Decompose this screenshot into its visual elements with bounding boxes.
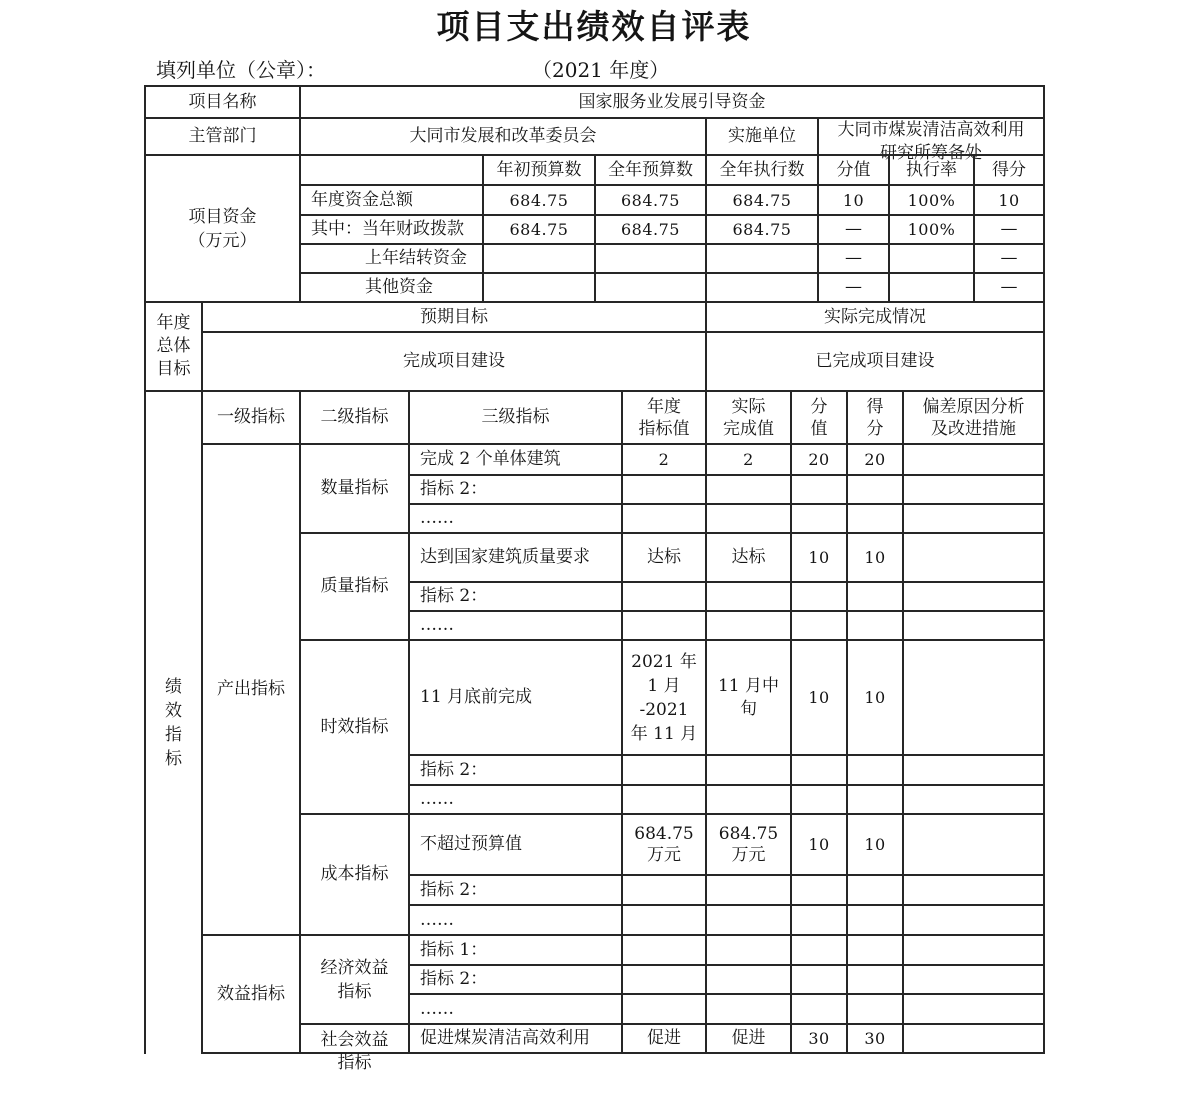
empty-cell [902,639,1045,756]
indicator-actual: 11 月中 旬 [705,639,792,756]
project-name-label: 项目名称 [144,85,301,119]
empty-cell [621,874,707,906]
empty-cell [790,503,848,534]
empty-cell [482,243,596,274]
indicators-label: 绩效指标 [165,677,182,769]
empty-cell [621,474,707,505]
empty-cell [594,272,707,303]
actual-goal: 已完成项目建设 [705,331,1045,392]
empty-cell [902,993,1045,1025]
economic-indicators-cell [299,934,410,1025]
impl-unit-value: 大同市煤炭清洁高效利用研究所筹备处 [837,120,1025,163]
funds-row-name: 其他资金 [299,272,484,303]
funds-header-initial: 年初预算数 [482,154,596,186]
indicator-name: …… [408,784,623,815]
empty-cell [621,784,707,815]
empty-cell [846,503,904,534]
header-score-cell [846,390,904,445]
empty-cell [846,964,904,995]
indicator-name: 指标 2： [408,874,623,906]
impl-unit-label: 实施单位 [705,117,819,156]
empty-cell [705,272,819,303]
indicators-label-cell [144,390,203,1054]
empty-cell [594,243,707,274]
cost-indicators-label: 成本指标 [299,813,410,936]
empty-cell [902,610,1045,641]
indicator-name: 达到国家建筑质量要求 [408,532,623,583]
header-deviation: 偏差原因分析及改进措施 [922,396,1025,439]
empty-cell [902,581,1045,612]
empty-cell [846,581,904,612]
indicator-score: 10 [846,532,904,583]
empty-cell [482,272,596,303]
header-level2: 二级指标 [299,390,410,445]
quantity-indicators-label: 数量指标 [299,443,410,534]
empty-cell [902,784,1045,815]
empty-cell [621,934,707,966]
empty-cell [621,904,707,936]
indicator-score: 10 [846,639,904,756]
empty-cell [790,934,848,966]
empty-cell [902,532,1045,583]
funds-score-value: 10 [817,184,890,216]
expected-goal: 完成项目建设 [201,331,707,392]
empty-cell [888,272,975,303]
empty-cell [846,784,904,815]
indicator-target: 2021 年 1 月 -2021 年 11 月 [621,639,707,756]
funds-initial: 684.75 [482,214,596,245]
social-indicators-cell [299,1023,410,1073]
funds-header-rate: 执行率 [888,154,975,186]
indicator-score-value: 10 [790,813,848,876]
indicator-name: 指标 2： [408,964,623,995]
empty-cell [888,243,975,274]
funds-label: 项目资金（万元） [188,206,257,251]
funds-score: — [973,214,1045,245]
empty-cell [902,904,1045,936]
actual-goal-label: 实际完成情况 [705,301,1045,333]
dept-value: 大同市发展和改革委员会 [299,117,707,156]
funds-header-executed: 全年执行数 [705,154,819,186]
indicator-score: 20 [846,443,904,476]
indicator-score-value: 20 [790,443,848,476]
empty-cell [846,993,904,1025]
empty-cell [790,904,848,936]
empty-cell [705,784,792,815]
empty-cell [846,474,904,505]
funds-annual: 684.75 [594,184,707,216]
empty-cell [299,154,484,186]
header-score-value: 分值 [810,396,828,439]
funds-label-cell [144,154,301,303]
empty-cell [621,610,707,641]
funds-rate: 100% [888,214,975,245]
indicator-name: 11 月底前完成 [408,639,623,756]
empty-cell [705,581,792,612]
indicator-name: 指标 2： [408,754,623,786]
indicator-actual: 促进 [705,1023,792,1054]
empty-cell [621,754,707,786]
empty-cell [902,934,1045,966]
empty-cell [790,610,848,641]
indicator-name: 指标 2： [408,581,623,612]
empty-cell [902,874,1045,906]
empty-cell [705,874,792,906]
empty-cell [902,964,1045,995]
indicator-target: 684.75 万元 [621,813,707,876]
empty-cell [621,581,707,612]
empty-cell [790,754,848,786]
empty-cell [621,964,707,995]
social-indicators-label: 社会效益指标 [320,1030,389,1073]
empty-cell [705,474,792,505]
form-title: 项目支出绩效自评表 [436,7,752,46]
funds-executed: 684.75 [705,214,819,245]
expected-goal-label: 预期目标 [201,301,707,333]
indicator-target: 达标 [621,532,707,583]
funds-header-annual: 全年预算数 [594,154,707,186]
header-target: 年度 指标值 [621,390,707,445]
funds-annual: 684.75 [594,214,707,245]
empty-cell [705,993,792,1025]
empty-cell [790,874,848,906]
indicator-target: 促进 [621,1023,707,1054]
quality-indicators-label: 质量指标 [299,532,410,641]
funds-score-value: — [817,272,890,303]
empty-cell [790,474,848,505]
empty-cell [705,754,792,786]
fiscal-year: （2021 年度） [532,58,670,82]
indicator-name: 促进煤炭清洁高效利用 [408,1023,623,1054]
funds-score: — [973,272,1045,303]
empty-cell [705,964,792,995]
goals-label-cell [144,301,203,392]
empty-cell [790,964,848,995]
header-level1: 一级指标 [201,390,301,445]
funds-score: — [973,243,1045,274]
indicator-actual: 达标 [705,532,792,583]
empty-cell [621,993,707,1025]
header-level3: 三级指标 [408,390,623,445]
empty-cell [846,874,904,906]
benefit-indicators-label: 效益指标 [201,934,301,1054]
indicator-name: 完成 2 个单体建筑 [408,443,623,476]
header-score: 得分 [866,396,884,439]
goals-label: 年度总体目标 [156,313,191,379]
funds-row-name: 上年结转资金 [299,243,484,274]
indicator-name: 指标 1： [408,934,623,966]
empty-cell [705,610,792,641]
indicator-score-value: 30 [790,1023,848,1054]
empty-cell [846,610,904,641]
empty-cell [790,581,848,612]
funds-header-score-value: 分值 [817,154,890,186]
timeliness-indicators-label: 时效指标 [299,639,410,815]
empty-cell [902,503,1045,534]
indicator-name: …… [408,904,623,936]
empty-cell [705,243,819,274]
indicator-actual: 2 [705,443,792,476]
empty-cell [705,904,792,936]
empty-cell [705,503,792,534]
indicator-score: 30 [846,1023,904,1054]
funds-row-name: 年度资金总额 [299,184,484,216]
project-name: 国家服务业发展引导资金 [299,85,1045,119]
empty-cell [902,443,1045,476]
indicator-name: …… [408,993,623,1025]
indicator-name: 指标 2： [408,474,623,505]
empty-cell [846,904,904,936]
empty-cell [846,754,904,786]
empty-cell [790,993,848,1025]
header-deviation-cell [902,390,1045,445]
empty-cell [902,813,1045,876]
output-indicators-label: 产出指标 [201,443,301,936]
indicator-actual: 684.75 万元 [705,813,792,876]
empty-cell [790,784,848,815]
funds-initial: 684.75 [482,184,596,216]
empty-cell [705,934,792,966]
empty-cell [902,474,1045,505]
indicator-score: 10 [846,813,904,876]
header-actual: 实际 完成值 [705,390,792,445]
indicator-score-value: 10 [790,532,848,583]
filler-unit-label: 填列单位（公章）： [156,58,326,82]
funds-header-score: 得分 [973,154,1045,186]
funds-row-name: 其中：当年财政拨款 [299,214,484,245]
dept-label: 主管部门 [144,117,301,156]
indicator-score-value: 10 [790,639,848,756]
indicator-target: 2 [621,443,707,476]
empty-cell [902,754,1045,786]
header-score-value-cell [790,390,848,445]
indicator-name: …… [408,610,623,641]
empty-cell [621,503,707,534]
funds-executed: 684.75 [705,184,819,216]
impl-unit-cell [817,117,1045,163]
funds-score: 10 [973,184,1045,216]
indicator-name: 不超过预算值 [408,813,623,876]
funds-score-value: — [817,214,890,245]
empty-cell [846,934,904,966]
funds-rate: 100% [888,184,975,216]
empty-cell [902,1023,1045,1054]
indicator-name: …… [408,503,623,534]
economic-indicators-label: 经济效益指标 [320,957,389,1002]
funds-score-value: — [817,243,890,274]
